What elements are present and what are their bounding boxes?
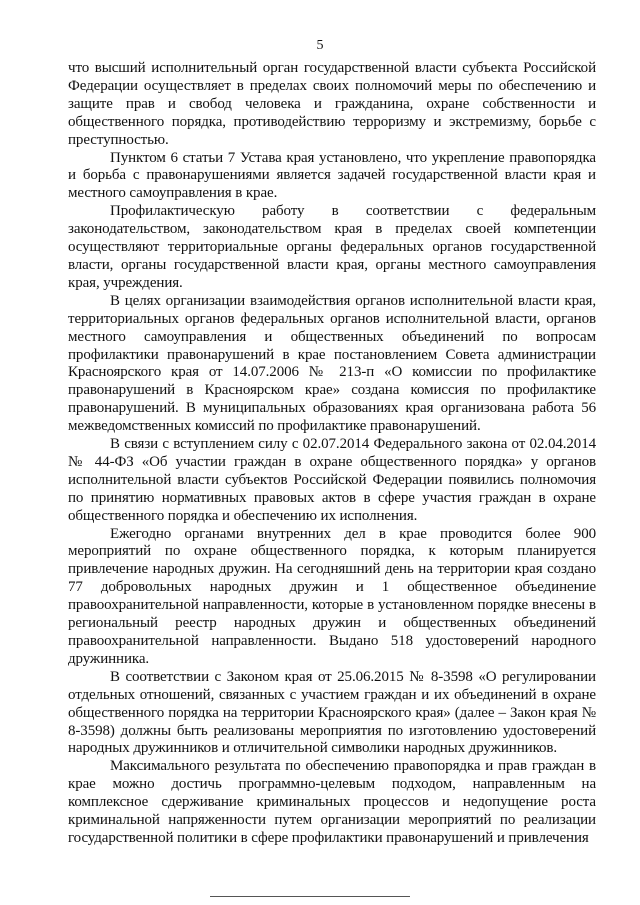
paragraph-6: Ежегодно органами внутренних дел в крае проводится более 900 мероприятий по охране общественного порядка, к которым планируется привлечение народных дружин. На сегодняшний день на территории края создано 77 добровольных народных дружин и 1 общественное объединение правоохранительной направленности, которые в установленном порядке внесены в региональный реестр народных дружин и общественных объединений правоохранительной направленности. Выдано 518 удостоверений народного дружинника. (68, 525, 596, 667)
page-number: 5 (316, 38, 324, 53)
paragraph-5: В связи с вступлением силу с 02.07.2014 Федерального закона от 02.04.2014 № 44-ФЗ «Об участии граждан в охране общественного порядка» у органов исполнительной власти субъектов Российской Федерации появились полномочия по принятию нормативных правовых актов в сфере участия граждан в охране общественного порядка и обеспечению их исполнения. (68, 436, 596, 524)
paragraph-2: Пунктом 6 статьи 7 Устава края установлено, что укрепление правопорядка и борьба с правонарушениями является задачей государственной власти края и местного самоуправления в крае. (68, 149, 596, 202)
paragraph-4: В целях организации взаимодействия органов исполнительной власти края, территориальных органов федеральных органов исполнительной власти, органов местного самоуправления и общественных объединений по вопросам профилактики правонарушений в крае постановлением Совета администрации Красноярского края от 14.07.2006 № 213-п «О комиссии по профилактике правонарушений в Красноярском крае» создана комиссия по профилактике правонарушений. В муниципальных образованиях края организована работа 56 межведомственных комиссий по профилактике правонарушений. (68, 292, 596, 435)
paragraph-7: В соответствии с Законом края от 25.06.2015 № 8-3598 «О регулировании отдельных отношений, связанных с участием граждан и их объединений в охране общественного порядка на территории Красноярского края» (далее – Закон края № 8-3598) должны быть реализованы мероприятия по изготовлению удостоверений народных дружинников и отличительной символики народных дружинников. (68, 668, 596, 757)
paragraph-8: Максимального результата по обеспечению правопорядка и прав граждан в крае можно достичь программно-целевым подходом, направленным на комплексное сдерживание криминальных процессов и недопущение роста криминальной напряженности путем организации мероприятий по реализации государственной политики в сфере профилактики правонарушений и привлечения (68, 758, 596, 846)
paragraph-1: что высший исполнительный орган государственной власти субъекта Российской Федерации осуществляет в пределах своих полномочий меры по обеспечению и защите прав и свобод человека и гражданина, охране собственности и общественного порядка, противодействию терроризму и экстремизму, борьбе с преступностью. (68, 60, 596, 148)
paragraph-3: Профилактическую работу в соответствии с федеральным законодательством, законодательством края в пределах своей компетенции осуществляют территориальные органы федеральных органов государственной власти, органы государственной власти края, органы местного самоуправления края, учреждения. (68, 203, 596, 291)
bottom-rule (210, 896, 410, 897)
document-body (68, 60, 596, 848)
